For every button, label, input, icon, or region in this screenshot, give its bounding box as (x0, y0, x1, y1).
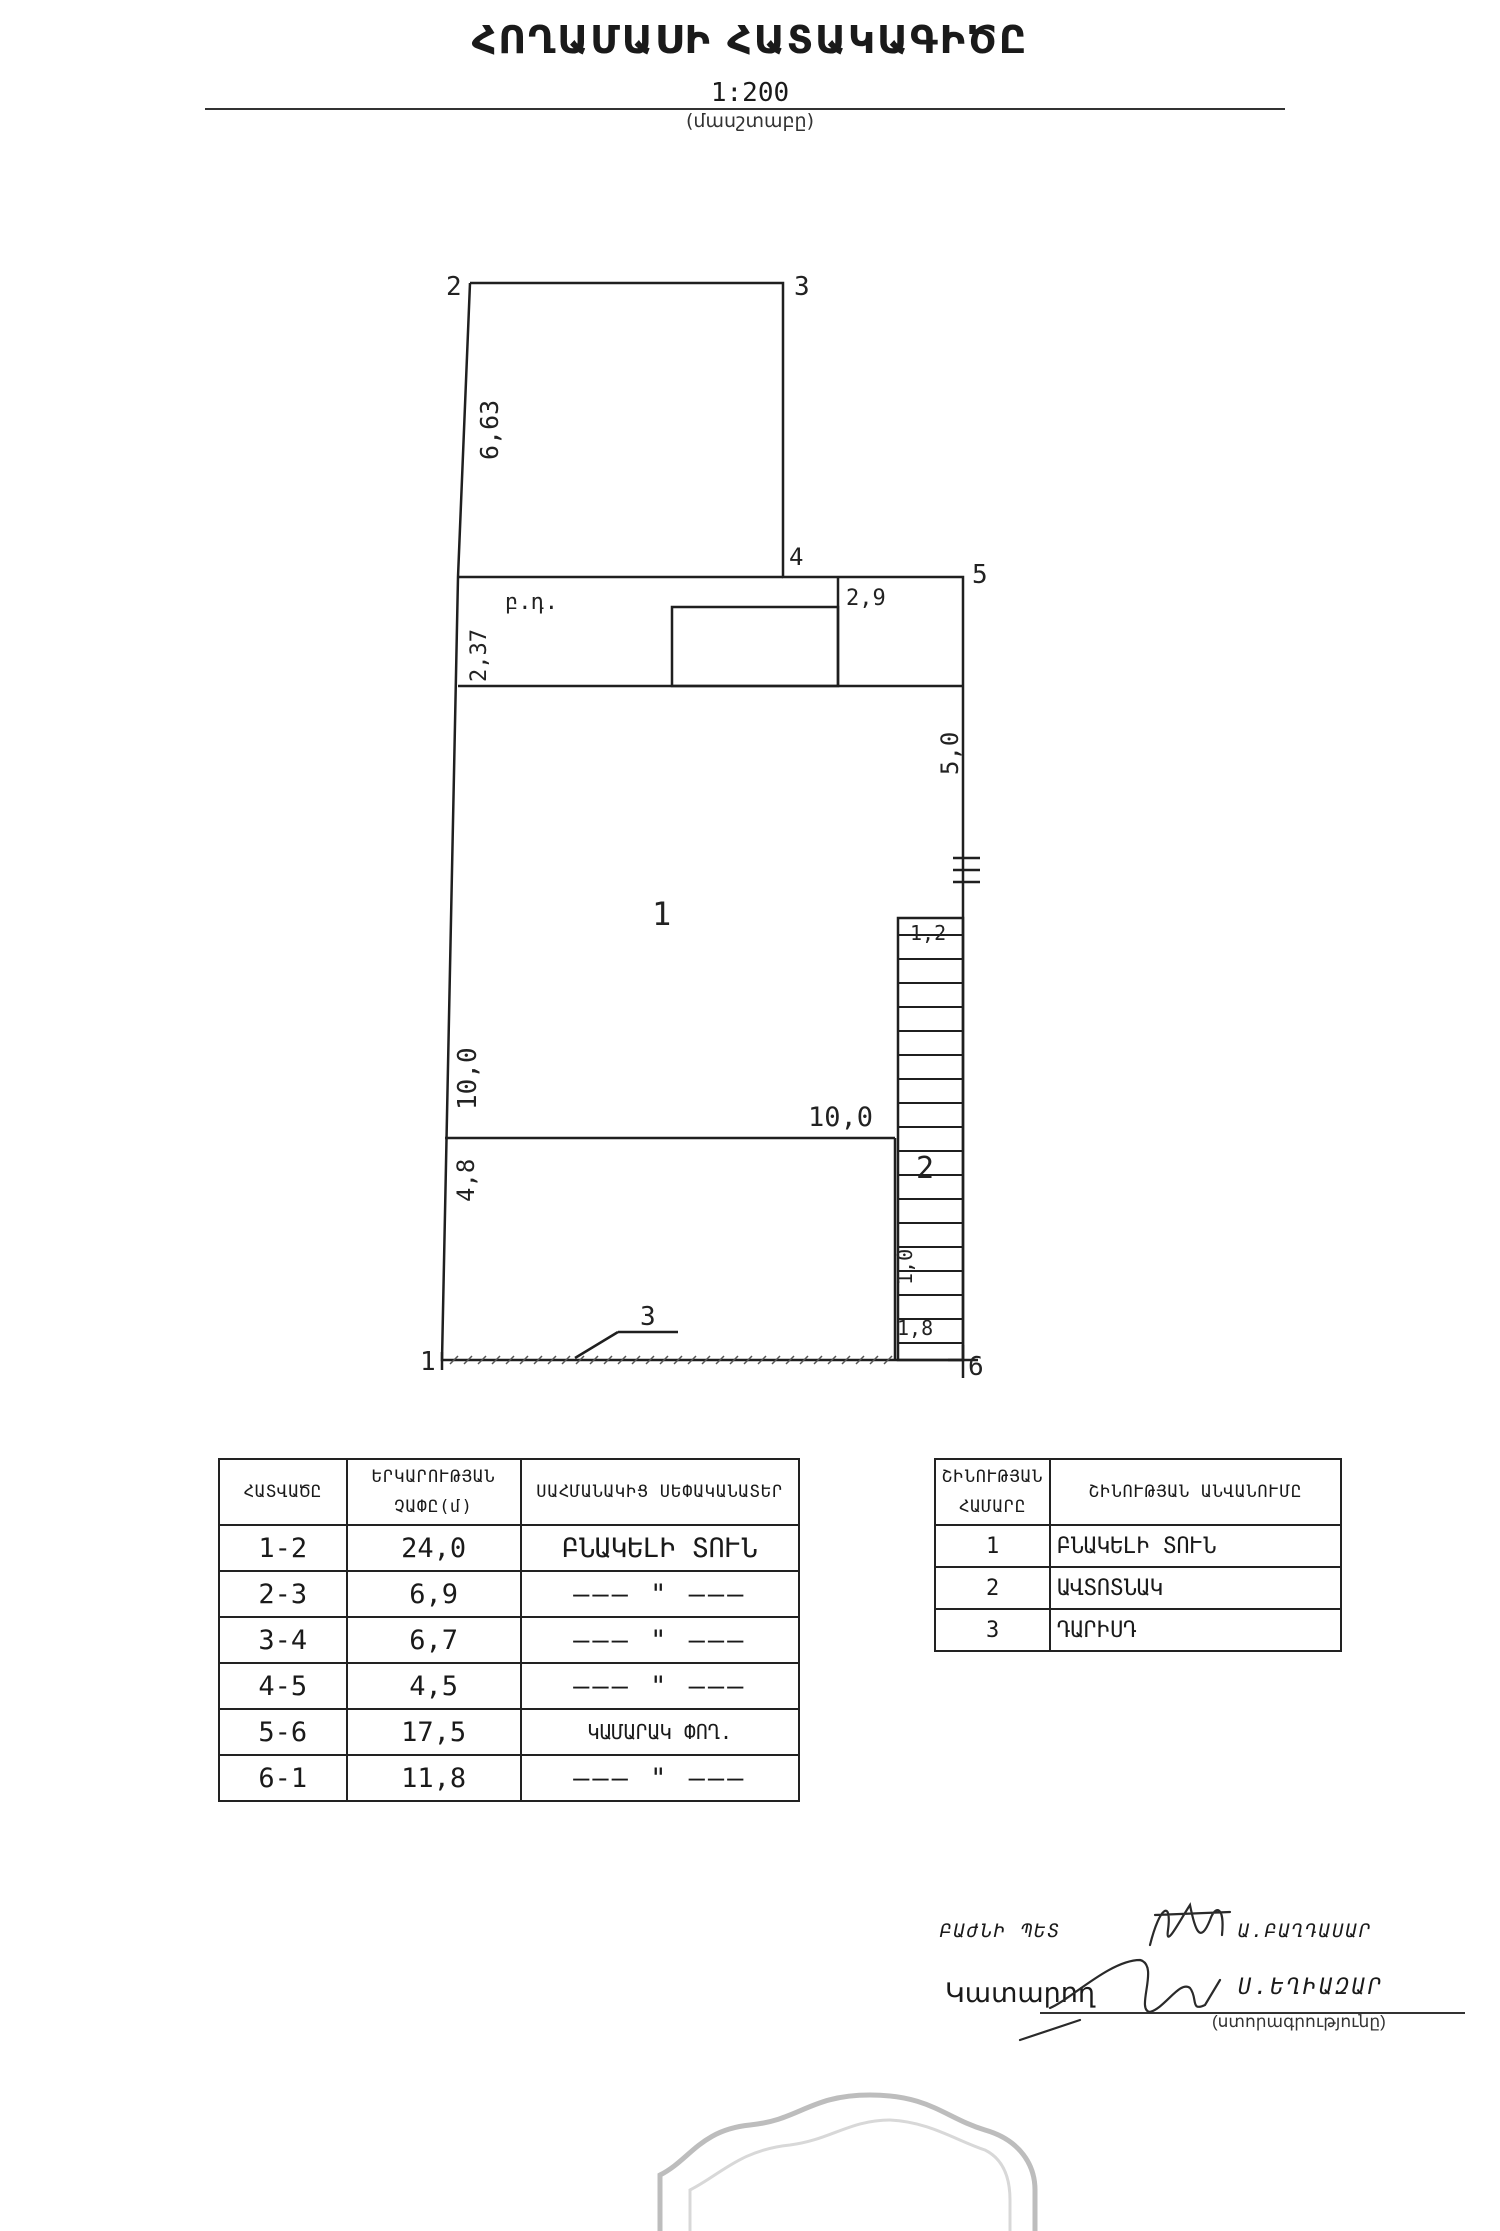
length-cell: 6,9 (347, 1571, 521, 1617)
building-name-cell: ԱՎՏՈՏՆԱԿ (1050, 1567, 1341, 1609)
length-cell: 11,8 (347, 1755, 521, 1801)
header-neighbor: ՍԱՀՄԱՆԱԿԻՑ ՍԵՓԱԿԱՆԱՏԵՐ (521, 1459, 799, 1525)
segment-cell: 3-4 (219, 1617, 347, 1663)
ornamental-stamp-frame-inner (690, 2120, 1010, 2231)
segment-cell: 5-6 (219, 1709, 347, 1755)
vertex-label: 3 (794, 272, 810, 302)
fence-leader (575, 1332, 618, 1358)
dimension-label: 2,37 (467, 629, 492, 682)
dimension-label: 10,0 (808, 1102, 874, 1133)
signature-scribble-upper (1150, 1905, 1230, 1945)
dimension-label: 4,8 (452, 1158, 480, 1202)
table-row (219, 1525, 799, 1571)
dimension-label: 1,8 (897, 1316, 934, 1340)
table-header-row (219, 1459, 799, 1525)
signature-caption: (ստորագրությունը) (1212, 2012, 1386, 2031)
building-number-cell: 2 (935, 1567, 1050, 1609)
building-name-cell: ԲՆԱԿԵԼԻ ՏՈՒՆ (1050, 1525, 1341, 1567)
ornamental-stamp-frame (660, 2095, 1035, 2231)
vertex-label: 2 (446, 272, 462, 302)
department-head-name: Ա.ԲԱՂԴԱՍԱՐ (1238, 1920, 1373, 1942)
area-label: 2 (916, 1151, 935, 1186)
building-number-cell: 1 (935, 1525, 1050, 1567)
dimension-label: 2,9 (846, 586, 886, 611)
boundary-segments-table (218, 1458, 800, 1802)
header-building-number: ՇԻՆՈՒԹՅԱՆ ՀԱՄԱՐԸ (935, 1459, 1050, 1525)
table-row (219, 1709, 799, 1755)
neighbor-cell: ——— " ——— (521, 1617, 799, 1663)
document-title: ՀՈՂԱՄԱՍԻ ՀԱՏԱԿԱԳԻԾԸ (471, 18, 1029, 62)
segment-cell: 1-2 (219, 1525, 347, 1571)
scale-value: 1:200 (710, 78, 790, 108)
porch-recess (672, 607, 838, 686)
header-building-name: ՇԻՆՈՒԹՅԱՆ ԱՆՎԱՆՈՒՄԸ (1050, 1459, 1341, 1525)
neighbor-cell: ——— " ——— (521, 1571, 799, 1617)
building-name-cell: ԴԱՐԻՍԴ (1050, 1609, 1341, 1651)
segment-cell: 2-3 (219, 1571, 347, 1617)
length-cell: 24,0 (347, 1525, 521, 1571)
neighbor-cell: ——— " ——— (521, 1663, 799, 1709)
buildings-table (934, 1458, 1342, 1652)
vertex-label: 1 (420, 1347, 436, 1377)
vertex-label: 6 (968, 1352, 984, 1382)
segment-cell: 6-1 (219, 1755, 347, 1801)
table-row (219, 1571, 799, 1617)
dimension-label: 1,0 (893, 1248, 917, 1285)
department-head-title: ԲԱԺՆԻ ՊԵՏ (940, 1920, 1061, 1942)
length-cell: 17,5 (347, 1709, 521, 1755)
building-number-cell: 3 (935, 1609, 1050, 1651)
table-row (935, 1609, 1341, 1651)
scale-caption: (մասշտաբը) (686, 110, 814, 132)
neighbor-cell: ——— " ——— (521, 1755, 799, 1801)
dimension-label: 1,2 (910, 921, 947, 945)
dimension-label: 10,0 (453, 1047, 483, 1110)
segment-cell: 4-5 (219, 1663, 347, 1709)
table-row (219, 1617, 799, 1663)
plot-boundary (442, 283, 963, 1360)
table-header-row (935, 1459, 1341, 1525)
dimension-label: 6,63 (475, 399, 504, 460)
vertex-label: 4 (789, 543, 804, 571)
garage-strip (898, 918, 963, 1360)
porch-note: բ.դ. (505, 590, 558, 615)
area-label: 3 (640, 1302, 656, 1332)
table-row (219, 1663, 799, 1709)
vertex-label: 5 (972, 560, 988, 590)
performer-label: Կատարող (945, 1978, 1096, 2008)
table-row (935, 1567, 1341, 1609)
length-cell: 4,5 (347, 1663, 521, 1709)
header-segment: ՀԱՏՎԱԾԸ (219, 1459, 347, 1525)
header-length: ԵՐԿԱՐՈՒԹՅԱՆ ՉԱՓԸ(մ) (347, 1459, 521, 1525)
table-row (935, 1525, 1341, 1567)
table-row (219, 1755, 799, 1801)
area-label: 1 (652, 895, 672, 933)
dimension-label: 5,0 (936, 731, 964, 775)
neighbor-cell: ԿԱՄԱՐԱԿ ՓՈՂ. (521, 1709, 799, 1755)
neighbor-cell: ԲՆԱԿԵԼԻ ՏՈՒՆ (521, 1525, 799, 1571)
performer-name: Ս.ԵՂԻԱԶԱՐ (1238, 1975, 1385, 2000)
length-cell: 6,7 (347, 1617, 521, 1663)
